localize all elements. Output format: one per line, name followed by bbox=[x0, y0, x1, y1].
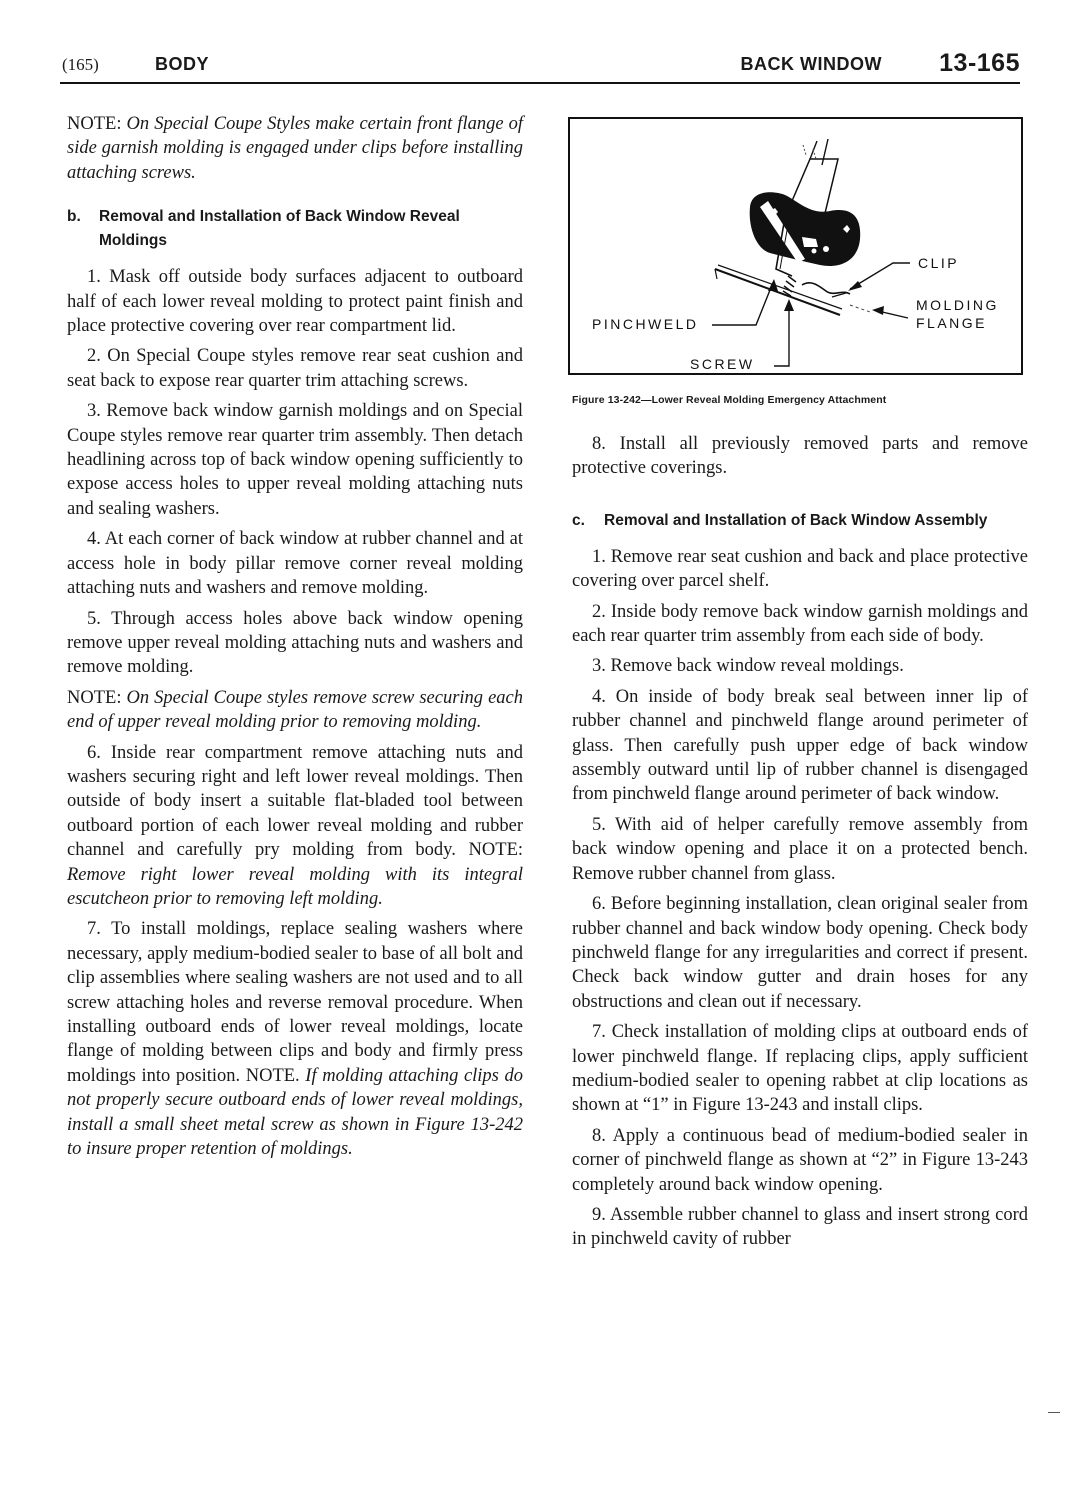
step-1 bbox=[572, 545, 1028, 594]
callout-screw: SCREW bbox=[690, 356, 755, 372]
step-text: Remove back window garnish moldings and on Special Coupe styles remove rear quarter trim assembly. Then detach headlining across top of back window opening sufficiently to expose access holes to upper reveal molding attaching nuts and sealing washers. bbox=[67, 401, 523, 519]
step-number: 3. bbox=[87, 401, 101, 422]
step-number: 7. bbox=[87, 919, 101, 940]
right-column bbox=[572, 432, 1028, 1258]
step-number: 6. bbox=[592, 894, 606, 915]
step-text: Before beginning installation, clean original sealer from rubber channel and back window body opening. Check body pinchweld flange for any irregularities and correct if present. Check back window gutter and drain hoses for any obstructions and clean out if necessary. bbox=[572, 894, 1028, 1012]
step-number: 3. bbox=[592, 656, 606, 677]
step-8-reveal bbox=[572, 432, 1028, 481]
step-3 bbox=[572, 654, 1028, 678]
step-text: On inside of body break seal between inner lip of rubber channel and pinchweld flange around perimeter of glass. Then carefully push upper edge of back window assembly outward until lip of rubber channel is disengaged from pinchweld flange around perimeter of back window. bbox=[572, 686, 1028, 805]
subsection-title: BACK WINDOW bbox=[740, 54, 882, 74]
section-letter: c. bbox=[572, 511, 585, 529]
note-label: NOTE. bbox=[245, 1065, 300, 1086]
step-text: Remove rear seat cushion and back and place protective covering over parcel shelf. bbox=[572, 546, 1029, 592]
step-text: To install moldings, replace sealing washers where necessary, apply medium-bodied sealer to base of all bolt and clip assemblies where sealing washers are not used and to all screw attaching holes and reverse removal procedure. When installing outboard ends of lower reveal moldings, locate flange of molding between clips and body and firmly press moldings into position. bbox=[67, 919, 523, 1086]
note-text: On Special Coupe styles remove screw securing each end of upper reveal molding prior to removing molding. bbox=[67, 687, 524, 733]
note-text: If molding attaching clips do not properly secure outboard ends of lower reveal moldings, install a small sheet metal screw as shown in Figure 13-242 to insure proper retention of moldings. bbox=[67, 1065, 523, 1160]
callout-flange: FLANGE bbox=[916, 315, 988, 331]
step-number: 2. bbox=[87, 346, 101, 367]
callout-clip: CLIP bbox=[918, 255, 960, 271]
note-top bbox=[67, 112, 523, 185]
page-reference: (165) bbox=[62, 55, 99, 74]
step-6 bbox=[67, 741, 523, 912]
page-header bbox=[60, 49, 1020, 84]
step-9 bbox=[572, 1203, 1028, 1252]
step-text: Remove back window reveal moldings. bbox=[610, 656, 904, 677]
step-number: 2. bbox=[592, 601, 606, 622]
step-number: 7. bbox=[592, 1022, 606, 1043]
callout-pinchweld: PINCHWELD bbox=[592, 316, 699, 332]
step-number: 8. bbox=[592, 1125, 606, 1146]
step-8 bbox=[572, 1124, 1028, 1197]
step-5 bbox=[572, 813, 1028, 886]
step-text: At each corner of back window at rubber channel and at access hole in body pillar remove corner reveal molding attaching nuts and washers and remove molding. bbox=[67, 529, 523, 599]
section-title: Removal and Installation of Back Window Assembly bbox=[604, 511, 988, 529]
note-label: NOTE: bbox=[67, 687, 122, 708]
step-5 bbox=[67, 607, 523, 680]
note-label: NOTE: bbox=[67, 114, 122, 134]
step-4 bbox=[67, 527, 523, 600]
callout-molding: MOLDING bbox=[916, 297, 999, 313]
step-4 bbox=[572, 685, 1028, 807]
page-number: 13-165 bbox=[939, 49, 1020, 77]
step-number: 1. bbox=[592, 546, 606, 567]
molding-attachment-illustration bbox=[570, 119, 1021, 373]
step-text: On Special Coupe styles remove rear seat cushion and seat back to expose rear quarter trim attaching screws. bbox=[67, 346, 523, 391]
step-1 bbox=[67, 265, 523, 338]
step-number: 4. bbox=[592, 686, 606, 707]
step-text: Inside rear compartment remove attaching nuts and washers securing right and left lower reveal moldings. Then outside of body insert a suitable flat-bladed tool between outboard portion of each lower reveal molding and rubber channel and carefully pry molding from body. bbox=[67, 742, 524, 861]
step-text: Through access holes above back window opening remove upper reveal molding attaching nuts and washers and remove molding. bbox=[67, 608, 524, 678]
step-text: Inside body remove back window garnish moldings and each rear quarter trim assembly from each side of body. bbox=[572, 601, 1028, 647]
step-3 bbox=[67, 399, 523, 521]
section-letter: b. bbox=[67, 208, 81, 226]
step-number: 6. bbox=[87, 742, 101, 763]
step-text: Assemble rubber channel to glass and insert strong cord in pinchweld cavity of rubber bbox=[572, 1204, 1029, 1250]
step-number: 9. bbox=[592, 1204, 606, 1225]
step-text: Mask off outside body surfaces adjacent to outboard half of each lower reveal molding to protect paint finish and place protective covering over rear compartment lid. bbox=[67, 267, 524, 337]
section-title: BODY bbox=[155, 54, 210, 74]
note-text: Remove right lower reveal molding with its integral escutcheon prior to removing left molding. bbox=[67, 864, 523, 909]
step-number: 1. bbox=[87, 267, 101, 288]
left-column bbox=[67, 112, 523, 1167]
step-text: Apply a continuous bead of medium-bodied sealer in corner of pinchweld flange as shown at “2” in Figure 13-243 completely around back window opening. bbox=[572, 1125, 1028, 1195]
step-number: 5. bbox=[592, 814, 606, 835]
step-2 bbox=[572, 600, 1028, 649]
figure-caption: Figure 13-242—Lower Reveal Molding Emergency Attachment bbox=[572, 394, 887, 406]
step-6 bbox=[572, 892, 1028, 1014]
step-text: Install all previously removed parts and remove protective coverings. bbox=[572, 434, 1029, 479]
step-text: Check installation of molding clips at outboard ends of lower pinchweld flange. If replacing clips, apply sufficient medium-bodied sealer to opening rabbet at clip locations as shown at “1” in Figure 13-243 and install clips. bbox=[572, 1022, 1029, 1116]
figure-13-242 bbox=[568, 117, 1023, 375]
margin-mark bbox=[1048, 1412, 1060, 1413]
step-2 bbox=[67, 344, 523, 393]
step-number: 5. bbox=[87, 608, 101, 629]
section-c-heading bbox=[572, 509, 1028, 533]
section-title: Removal and Installation of Back Window Reveal Moldings bbox=[99, 208, 460, 250]
step-text: With aid of helper carefully remove assembly from back window opening and place it on a protected bench. Remove rubber channel from glass. bbox=[572, 814, 1028, 884]
step-7 bbox=[67, 917, 523, 1161]
section-b-heading bbox=[67, 205, 523, 253]
step-number: 8. bbox=[592, 434, 606, 454]
step-7 bbox=[572, 1020, 1028, 1118]
note-label: NOTE: bbox=[468, 840, 524, 861]
note-text: On Special Coupe Styles make certain front flange of side garnish molding is engaged under clips before installing attaching screws. bbox=[67, 114, 524, 183]
note-mid bbox=[67, 686, 523, 735]
step-number: 4. bbox=[87, 529, 101, 550]
